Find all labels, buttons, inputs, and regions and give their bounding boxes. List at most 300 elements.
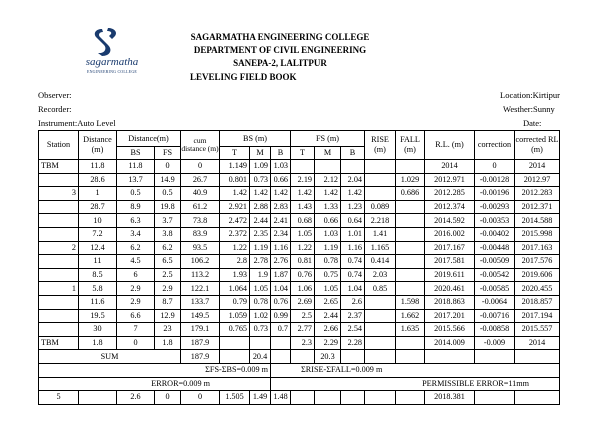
col-bs-m: M	[250, 147, 271, 160]
cell-correction: 0	[475, 160, 515, 174]
cell-bs-t: 2.472	[220, 214, 250, 228]
cell-rise: 1.41	[365, 227, 396, 241]
cell-fall: 1.635	[396, 323, 425, 337]
cell-bs-b: 0.76	[271, 295, 291, 309]
page-header	[0, 0, 611, 90]
cell-fs-m: 0.75	[315, 268, 341, 282]
cell-corrected-rl: 2014.588	[515, 214, 560, 228]
cell-correction: -0.00509	[475, 255, 515, 269]
cell-station	[39, 200, 79, 214]
cell-correction: -0.009	[475, 336, 515, 350]
cell-dist-fs: 3.8	[155, 227, 181, 241]
cell-bs-b: 1.87	[271, 268, 291, 282]
cell-correction: -0.00448	[475, 241, 515, 255]
col-bs-group: BS (m)	[220, 131, 291, 147]
fs-bs-check: ΣFS-ΣBS=0.009 m	[39, 363, 271, 377]
table-row	[39, 336, 560, 350]
sum-row	[39, 350, 560, 364]
cell-dist-fs: 3.7	[155, 214, 181, 228]
col-cum-distance: cum distance (m)	[181, 131, 220, 160]
cell-station	[39, 173, 79, 187]
cell-fall	[396, 241, 425, 255]
extra-cell: 0	[181, 391, 220, 405]
sum-cum: 187.9	[181, 350, 220, 364]
cell-dist-bs: 2.9	[117, 295, 155, 309]
table-row	[39, 241, 560, 255]
col-bs: BS	[117, 147, 155, 160]
observer-label: Observer:	[38, 90, 72, 100]
cell-cum-distance: 0	[181, 160, 220, 174]
cell-bs-t: 1.149	[220, 160, 250, 174]
sum-label: SUM	[39, 350, 181, 364]
cell-fs-t: 0.76	[291, 268, 315, 282]
book-title: LEVELING FIELD BOOK	[190, 72, 297, 82]
cell-bs-m: 1.19	[250, 241, 271, 255]
weather-label: Westher:Sunny	[503, 104, 555, 114]
extra-cell	[475, 391, 515, 405]
cell-station: 2	[39, 241, 79, 255]
cell-fs-b: 0.74	[341, 255, 365, 269]
cell-rl: 2012.971	[425, 173, 475, 187]
cell-dist-bs: 3.4	[117, 227, 155, 241]
cell-fs-b: 2.6	[341, 295, 365, 309]
cell-rl: 2014.009	[425, 336, 475, 350]
cell-fs-t: 2.69	[291, 295, 315, 309]
extra-cell: 0	[155, 391, 181, 405]
table-row	[39, 173, 560, 187]
cell-rl: 2014.592	[425, 214, 475, 228]
extra-cell	[396, 391, 425, 405]
cell-fs-b: 1.04	[341, 282, 365, 296]
cell-corrected-rl: 2018.857	[515, 295, 560, 309]
cell-fs-m	[315, 160, 341, 174]
cell-corrected-rl: 2017.194	[515, 309, 560, 323]
cell-fall	[396, 227, 425, 241]
col-fs: FS	[155, 147, 181, 160]
cell-dist-fs: 19.8	[155, 200, 181, 214]
cell-bs-t	[220, 336, 250, 350]
cell-dist-bs: 0	[117, 336, 155, 350]
cell-dist-bs: 13.7	[117, 173, 155, 187]
cell-bs-b: 0.99	[271, 309, 291, 323]
table-row	[39, 268, 560, 282]
table-row	[39, 323, 560, 337]
extra-row	[39, 391, 560, 405]
cell-station	[39, 255, 79, 269]
college-title: SAGARMATHA ENGINEERING COLLEGE	[190, 32, 370, 42]
cell-fall: 0.686	[396, 187, 425, 201]
cell-fs-t: 0.81	[291, 255, 315, 269]
cell-rise	[365, 309, 396, 323]
cell-bs-m: 1.9	[250, 268, 271, 282]
cell-fs-t: 2.5	[291, 309, 315, 323]
cell-dist-bs: 6.6	[117, 309, 155, 323]
cell-fs-m: 1.42	[315, 187, 341, 201]
recorder-label: Recorder:	[38, 104, 72, 114]
cell-dist-fs: 1.8	[155, 336, 181, 350]
cell-bs-m: 1.09	[250, 160, 271, 174]
cell-bs-t: 1.059	[220, 309, 250, 323]
cell-fs-t: 1.42	[291, 187, 315, 201]
cell-distance: 12.4	[79, 241, 117, 255]
cell-bs-m: 1.02	[250, 309, 271, 323]
cell-correction: -0.00293	[475, 200, 515, 214]
cell-cum-distance: 179.1	[181, 323, 220, 337]
logo-subtext: ENGINEERING COLLEGE	[86, 69, 138, 74]
cell-fs-b: 1.16	[341, 241, 365, 255]
extra-cell	[515, 391, 560, 405]
cell-bs-b: 2.83	[271, 200, 291, 214]
cell-station	[39, 295, 79, 309]
cell-corrected-rl: 2019.606	[515, 268, 560, 282]
cell-rl: 2019.611	[425, 268, 475, 282]
cell-fs-m: 2.66	[315, 323, 341, 337]
instrument-label: Instrument:Auto Level	[38, 118, 116, 128]
cell-distance: 28.6	[79, 173, 117, 187]
cell-fs-t: 1.05	[291, 227, 315, 241]
cell-fs-m: 2.44	[315, 309, 341, 323]
cell-corrected-rl: 2020.455	[515, 282, 560, 296]
cell-rise	[365, 160, 396, 174]
cell-cum-distance: 83.9	[181, 227, 220, 241]
sum-bs-m: 20.4	[250, 350, 271, 364]
cell-cum-distance: 187.9	[181, 336, 220, 350]
cell-bs-b: 1.16	[271, 241, 291, 255]
col-fs-b: B	[341, 147, 365, 160]
table-body	[39, 160, 560, 350]
cell-bs-m: 0.73	[250, 173, 271, 187]
cell-bs-m: 1.05	[250, 282, 271, 296]
cell-fs-b: 0.74	[341, 268, 365, 282]
cell-fs-b: 1.23	[341, 200, 365, 214]
cell-rise	[365, 173, 396, 187]
leveling-table	[38, 130, 560, 405]
cell-rl: 2018.863	[425, 295, 475, 309]
cell-bs-m: 2.88	[250, 200, 271, 214]
cell-fs-m: 1.19	[315, 241, 341, 255]
col-fs-group: FS (m)	[291, 131, 365, 147]
cell-fall: 1.029	[396, 173, 425, 187]
error-value: ERROR=0.009 m	[39, 377, 271, 391]
cell-correction: -0.00716	[475, 309, 515, 323]
cell-rise	[365, 295, 396, 309]
cell-fs-b: 2.04	[341, 173, 365, 187]
sum-bs-b	[271, 350, 291, 364]
cell-cum-distance: 93.5	[181, 241, 220, 255]
cell-bs-b: 1.04	[271, 282, 291, 296]
cell-rise	[365, 323, 396, 337]
cell-rise: 1.165	[365, 241, 396, 255]
address-title: SANEPA-2, LALITPUR	[233, 58, 327, 68]
table-row	[39, 160, 560, 174]
cell-fs-t: 2.77	[291, 323, 315, 337]
extra-cell	[315, 391, 341, 405]
cell-station	[39, 268, 79, 282]
cell-bs-b: 1.42	[271, 187, 291, 201]
cell-correction: -0.00402	[475, 227, 515, 241]
cell-distance: 19.5	[79, 309, 117, 323]
cell-cum-distance: 40.9	[181, 187, 220, 201]
extra-cell	[291, 391, 315, 405]
cell-fs-t: 0.68	[291, 214, 315, 228]
cell-bs-t: 2.372	[220, 227, 250, 241]
cell-fs-m: 1.03	[315, 227, 341, 241]
sum-fs-m: 20.3	[315, 350, 341, 364]
sum-fall	[396, 350, 425, 364]
sum-rise	[365, 350, 396, 364]
cell-distance: 10	[79, 214, 117, 228]
cell-fall	[396, 214, 425, 228]
table-row	[39, 200, 560, 214]
sum-fs-t	[291, 350, 315, 364]
cell-cum-distance: 113.2	[181, 268, 220, 282]
cell-fs-t: 1.22	[291, 241, 315, 255]
cell-bs-t: 1.42	[220, 187, 250, 201]
cell-correction: -0.00128	[475, 173, 515, 187]
sum-rl	[425, 350, 475, 364]
cell-fs-t: 1.06	[291, 282, 315, 296]
cell-fs-b: 0.64	[341, 214, 365, 228]
extra-cell: 1.48	[271, 391, 291, 405]
cell-dist-bs: 2.9	[117, 282, 155, 296]
cell-fs-m: 0.66	[315, 214, 341, 228]
cell-bs-t: 2.921	[220, 200, 250, 214]
cell-bs-m	[250, 336, 271, 350]
extra-cell	[365, 391, 396, 405]
extra-cell: 1.505	[220, 391, 250, 405]
cell-fs-m: 2.29	[315, 336, 341, 350]
cell-rise	[365, 336, 396, 350]
cell-fs-b: 2.54	[341, 323, 365, 337]
cell-dist-fs: 12.9	[155, 309, 181, 323]
cell-bs-m: 2.44	[250, 214, 271, 228]
cell-bs-m: 2.78	[250, 255, 271, 269]
cell-station: 1	[39, 282, 79, 296]
cell-rl: 2017.581	[425, 255, 475, 269]
cell-correction: -0.00196	[475, 187, 515, 201]
table-row	[39, 282, 560, 296]
cell-dist-fs: 2.9	[155, 282, 181, 296]
cell-dist-bs: 6.2	[117, 241, 155, 255]
cell-rise	[365, 187, 396, 201]
sum-corrected	[515, 350, 560, 364]
sum-fs-b	[341, 350, 365, 364]
col-fs-m: M	[315, 147, 341, 160]
extra-cell	[79, 391, 117, 405]
cell-dist-fs: 0	[155, 160, 181, 174]
cell-rise: 0.089	[365, 200, 396, 214]
cell-fs-m: 1.05	[315, 282, 341, 296]
table-row	[39, 255, 560, 269]
cell-dist-bs: 11.8	[117, 160, 155, 174]
cell-fs-t: 2.19	[291, 173, 315, 187]
sum-bs-t	[220, 350, 250, 364]
cell-corrected-rl: 2015.557	[515, 323, 560, 337]
col-rl: R.L. (m)	[425, 131, 475, 160]
col-fs-t: T	[291, 147, 315, 160]
cell-fall	[396, 160, 425, 174]
cell-station: TBM	[39, 336, 79, 350]
cell-dist-fs: 0.5	[155, 187, 181, 201]
cell-bs-t: 1.22	[220, 241, 250, 255]
cell-rise: 2.218	[365, 214, 396, 228]
cell-fall	[396, 200, 425, 214]
cell-fs-b	[341, 160, 365, 174]
check-row	[39, 363, 560, 377]
cell-dist-fs: 6.5	[155, 255, 181, 269]
cell-fall: 1.662	[396, 309, 425, 323]
extra-cell: 2.6	[117, 391, 155, 405]
cell-bs-b: 0.66	[271, 173, 291, 187]
cell-dist-fs: 8.7	[155, 295, 181, 309]
cell-distance: 7.2	[79, 227, 117, 241]
cell-dist-bs: 4.5	[117, 255, 155, 269]
cell-dist-bs: 0.5	[117, 187, 155, 201]
cell-corrected-rl: 2012.283	[515, 187, 560, 201]
cell-station	[39, 227, 79, 241]
cell-corrected-rl: 2014	[515, 160, 560, 174]
cell-fs-t	[291, 160, 315, 174]
cell-corrected-rl: 2015.998	[515, 227, 560, 241]
cell-bs-t: 2.8	[220, 255, 250, 269]
cell-rl: 2015.566	[425, 323, 475, 337]
table-row	[39, 295, 560, 309]
cell-cum-distance: 61.2	[181, 200, 220, 214]
cell-distance: 8.5	[79, 268, 117, 282]
cell-station	[39, 214, 79, 228]
cell-station	[39, 323, 79, 337]
cell-cum-distance: 133.7	[181, 295, 220, 309]
location-label: Location:Kirtipur	[500, 90, 560, 100]
cell-corrected-rl: 2017.163	[515, 241, 560, 255]
cell-dist-bs: 7	[117, 323, 155, 337]
col-corrected-rl: corrected RL (m)	[515, 131, 560, 160]
cell-dist-fs: 23	[155, 323, 181, 337]
cell-distance: 30	[79, 323, 117, 337]
table-row	[39, 309, 560, 323]
cell-fs-t: 1.43	[291, 200, 315, 214]
col-bs-b: B	[271, 147, 291, 160]
col-fall: FALL (m)	[396, 131, 425, 160]
cell-correction: -0.00585	[475, 282, 515, 296]
cell-bs-t: 0.801	[220, 173, 250, 187]
extra-cell: 1.49	[250, 391, 271, 405]
cell-distance: 1	[79, 187, 117, 201]
college-logo	[72, 26, 152, 76]
cell-station	[39, 309, 79, 323]
cell-cum-distance: 149.5	[181, 309, 220, 323]
cell-correction: -0.00858	[475, 323, 515, 337]
cell-fs-m: 2.65	[315, 295, 341, 309]
cell-bs-t: 0.765	[220, 323, 250, 337]
col-station: Station	[39, 131, 79, 160]
cell-bs-m: 0.78	[250, 295, 271, 309]
cell-dist-fs: 14.9	[155, 173, 181, 187]
cell-bs-b	[271, 336, 291, 350]
cell-fall: 1.598	[396, 295, 425, 309]
cell-distance: 11	[79, 255, 117, 269]
col-distance-group: Distance(m)	[117, 131, 181, 147]
cell-rise: 2.03	[365, 268, 396, 282]
logo-wordmark: sagarmatha	[85, 56, 139, 68]
date-label: Date:	[523, 118, 542, 128]
cell-station: 3	[39, 187, 79, 201]
cell-rl: 2014	[425, 160, 475, 174]
cell-rl: 2012.374	[425, 200, 475, 214]
logo-emblem-icon	[72, 26, 152, 58]
cell-bs-t: 1.064	[220, 282, 250, 296]
cell-correction: -0.0064	[475, 295, 515, 309]
cell-corrected-rl: 2017.576	[515, 255, 560, 269]
table-row	[39, 214, 560, 228]
permissible-error: PERMISSIBLE ERROR=11mm	[271, 377, 560, 391]
extra-cell: 2018.381	[425, 391, 475, 405]
leveling-table-wrapper	[38, 130, 560, 405]
cell-corrected-rl: 2012.97	[515, 173, 560, 187]
cell-rl: 2017.167	[425, 241, 475, 255]
table-header-row	[39, 131, 560, 147]
cell-bs-m: 0.73	[250, 323, 271, 337]
cell-bs-t: 0.79	[220, 295, 250, 309]
col-bs-t: T	[220, 147, 250, 160]
cell-fall	[396, 336, 425, 350]
cell-rl: 2016.002	[425, 227, 475, 241]
cell-rl: 2017.201	[425, 309, 475, 323]
sum-correction	[475, 350, 515, 364]
cell-distance: 11.6	[79, 295, 117, 309]
cell-distance: 28.7	[79, 200, 117, 214]
cell-correction: -0.00542	[475, 268, 515, 282]
col-rise: RISE (m)	[365, 131, 396, 160]
col-correction: correction	[475, 131, 515, 160]
cell-bs-b: 2.76	[271, 255, 291, 269]
cell-station: TBM	[39, 160, 79, 174]
error-row	[39, 377, 560, 391]
cell-corrected-rl: 2014	[515, 336, 560, 350]
cell-distance: 11.8	[79, 160, 117, 174]
cell-rl: 2012.285	[425, 187, 475, 201]
table-row	[39, 227, 560, 241]
cell-bs-m: 2.35	[250, 227, 271, 241]
cell-bs-b: 0.7	[271, 323, 291, 337]
cell-fs-b: 2.37	[341, 309, 365, 323]
cell-bs-t: 1.93	[220, 268, 250, 282]
cell-distance: 5.8	[79, 282, 117, 296]
cell-dist-fs: 6.2	[155, 241, 181, 255]
col-distance: Distance (m)	[79, 131, 117, 160]
department-title: DEPARTMENT OF CIVIL ENGINEERING	[193, 45, 367, 55]
cell-corrected-rl: 2012.371	[515, 200, 560, 214]
cell-fs-b: 1.42	[341, 187, 365, 201]
cell-cum-distance: 106.2	[181, 255, 220, 269]
cell-fs-t: 2.3	[291, 336, 315, 350]
table-footer	[39, 350, 560, 404]
cell-rise: 0.85	[365, 282, 396, 296]
cell-correction: -0.00353	[475, 214, 515, 228]
rise-fall-check: ΣRISE-ΣFALL=0.009 m	[271, 363, 560, 377]
cell-dist-bs: 6	[117, 268, 155, 282]
cell-fs-m: 2.12	[315, 173, 341, 187]
cell-fall	[396, 268, 425, 282]
cell-bs-b: 2.41	[271, 214, 291, 228]
cell-fall	[396, 282, 425, 296]
cell-bs-b: 1.03	[271, 160, 291, 174]
cell-distance: 1.8	[79, 336, 117, 350]
cell-dist-bs: 8.9	[117, 200, 155, 214]
cell-fs-m: 1.33	[315, 200, 341, 214]
cell-cum-distance: 73.8	[181, 214, 220, 228]
cell-fs-b: 2.28	[341, 336, 365, 350]
